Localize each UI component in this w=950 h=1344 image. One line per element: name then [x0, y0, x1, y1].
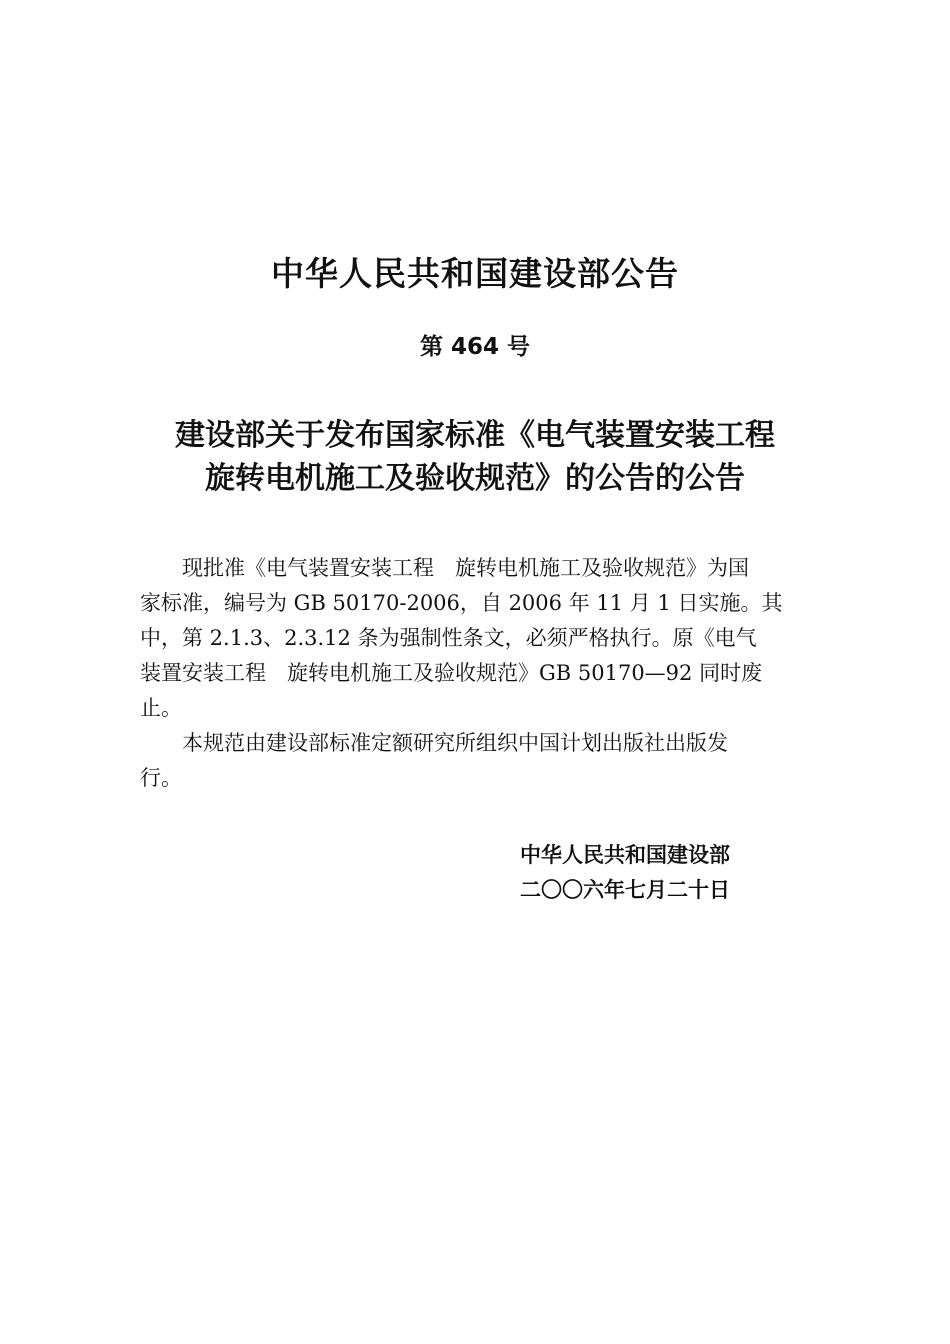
subtitle-line: 建设部关于发布国家标准《电气装置安装工程	[175, 418, 775, 453]
body-line: 本规范由建设部标准定额研究所组织中国计划出版社出版发	[182, 731, 728, 755]
issue-date: 二〇〇六年七月二十日	[520, 878, 730, 902]
announcement-body	[140, 551, 810, 796]
body-line: 装置安装工程 旋转电机施工及验收规范》GB 50170—92 同时废	[140, 661, 763, 685]
signature-block	[520, 838, 840, 908]
body-line: 行。	[140, 766, 182, 790]
announcement-number: 第 464 号	[419, 334, 531, 360]
announcement-subtitle	[100, 414, 850, 500]
body-line: 家标准，编号为 GB 50170-2006，自 2006 年 11 月 1 日实施。其	[140, 591, 783, 615]
subtitle-line: 旋转电机施工及验收规范》的公告的公告	[205, 461, 745, 496]
body-line: 现批准《电气装置安装工程 旋转电机施工及验收规范》为国	[182, 556, 749, 580]
announcement-title: 中华人民共和国建设部公告	[271, 254, 679, 293]
issuer-name: 中华人民共和国建设部	[520, 843, 730, 867]
body-line: 中，第 2.1.3、2.3.12 条为强制性条文，必须严格执行。原《电气	[140, 626, 757, 650]
body-line: 止。	[140, 696, 182, 720]
body-paragraph	[140, 726, 810, 796]
body-paragraph	[140, 551, 810, 726]
